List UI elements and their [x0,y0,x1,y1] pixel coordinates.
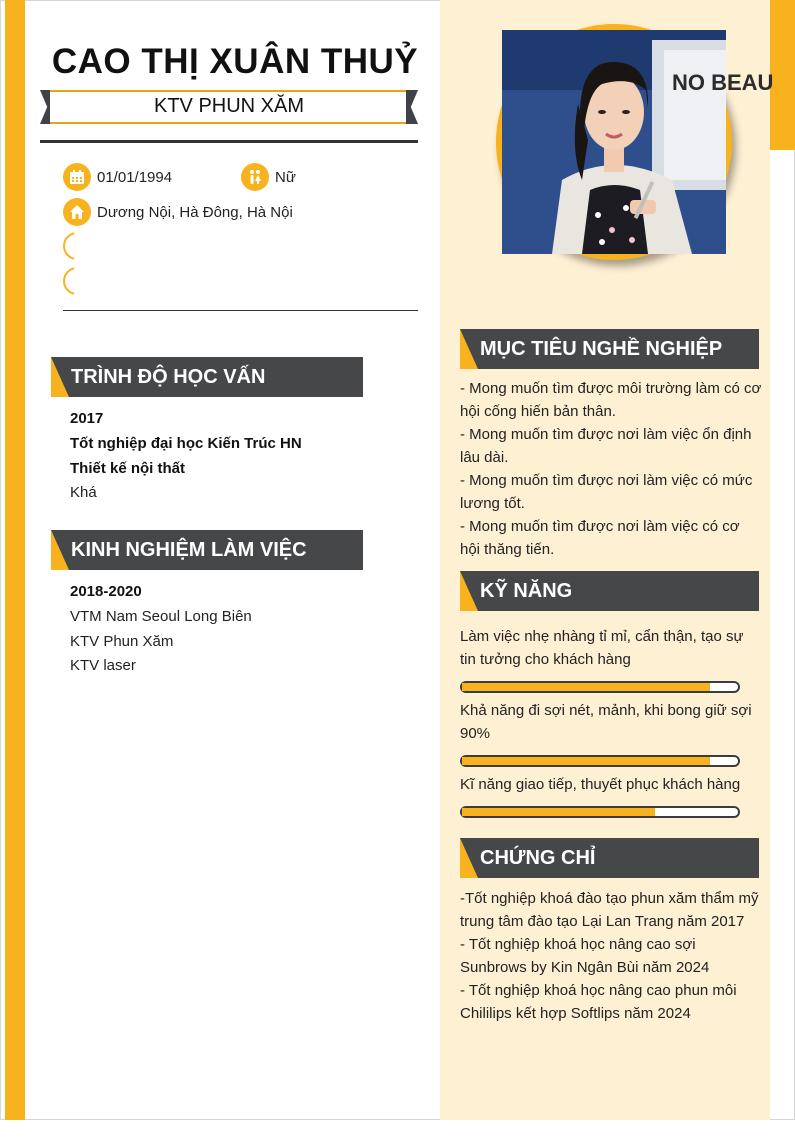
heading-accent [460,571,478,611]
job-title-ribbon [40,90,418,124]
skill-progress-fill [462,757,710,765]
certificates-heading-text: CHỨNG CHỈ [480,847,596,869]
certificates-list [460,887,762,1025]
skill-progress-fill [462,683,710,691]
calendar-icon [63,163,91,191]
job-title: KTV PHUN XĂM [153,95,305,117]
address-row [63,198,293,226]
skill-label: Kĩ năng giao tiếp, thuyết phục khách hàng [460,776,741,793]
right-accent-bar [770,0,795,150]
objective-item: - Mong muốn tìm được nơi làm việc có cơ hội thăng tiến. [460,518,740,558]
skill-progress-bar [460,755,740,767]
objective-item: - Mong muốn tìm được nơi làm việc có mức lương tốt. [460,472,753,512]
certificate-item: - Tốt nghiệp khoá học nâng cao phun môi Chililips kết hợp Softlips năm 2024 [460,982,737,1022]
experience-heading-text: KINH NGHIỆM LÀM VIỆC [71,539,307,561]
avatar [496,24,774,260]
education-heading-text: TRÌNH ĐỘ HỌC VẤN [71,366,266,388]
certificate-item: - Tốt nghiệp khoá học nâng cao sợi Sunbrows by Kin Ngân Bùi năm 2024 [460,936,710,976]
gender-row [241,163,296,191]
education-grade: Khá [70,484,97,501]
education-year: 2017 [70,410,104,427]
objective-heading [460,329,759,369]
heading-accent [51,530,69,570]
skill-label: Làm việc nhẹ nhàng tỉ mỉ, cẩn thận, tạo sự tin tưởng cho khách hàng [460,628,744,668]
birthday-row [63,163,172,191]
education-major: Thiết kế nội thất [70,460,186,477]
candidate-name: CAO THỊ XUÂN THUỶ [51,42,419,81]
skill-label: Khả năng đi sợi nét, mảnh, khi bong giữ sợi 90% [460,702,752,742]
experience-company: VTM Nam Seoul Long Biên [70,608,252,625]
heading-accent [460,838,478,878]
left-accent-bar [5,0,25,1120]
skill-progress-bar [460,681,740,693]
experience-heading [51,530,363,570]
skill-progress-fill [462,808,655,816]
birthday-value: 01/01/1994 [97,168,173,186]
info-divider [63,310,418,311]
experience-detail: KTV laser [70,657,136,674]
experience-period: 2018-2020 [70,583,142,600]
education-heading [51,357,363,397]
home-icon [63,198,91,226]
profile-photo [502,30,774,254]
certificates-heading [460,838,759,878]
gender-value: Nữ [275,168,296,186]
experience-position: KTV Phun Xăm [70,633,174,650]
address-value: Dương Nội, Hà Đông, Hà Nội [97,203,293,221]
education-school: Tốt nghiệp đại học Kiến Trúc HN [70,435,302,452]
header-divider [40,140,418,143]
objective-item: - Mong muốn tìm được nơi làm việc ổn định lâu dài. [460,426,752,466]
skills-heading-text: KỸ NĂNG [480,580,573,602]
gender-icon [241,163,269,191]
photo-logo-text: NO BEAU [672,70,774,95]
skill-progress-bar [460,806,740,818]
heading-accent [460,329,478,369]
objective-heading-text: MỤC TIÊU NGHỀ NGHIỆP [480,338,723,360]
objective-list [460,377,762,561]
objective-item: - Mong muốn tìm được môi trường làm có cơ hội cống hiến bản thân. [460,380,762,420]
certificate-item: -Tốt nghiệp khoá đào tạo phun xăm thẩm mỹ trung tâm đào tạo Lại Lan Trang năm 2017 [460,890,759,930]
heading-accent [51,357,69,397]
skills-heading [460,571,759,611]
